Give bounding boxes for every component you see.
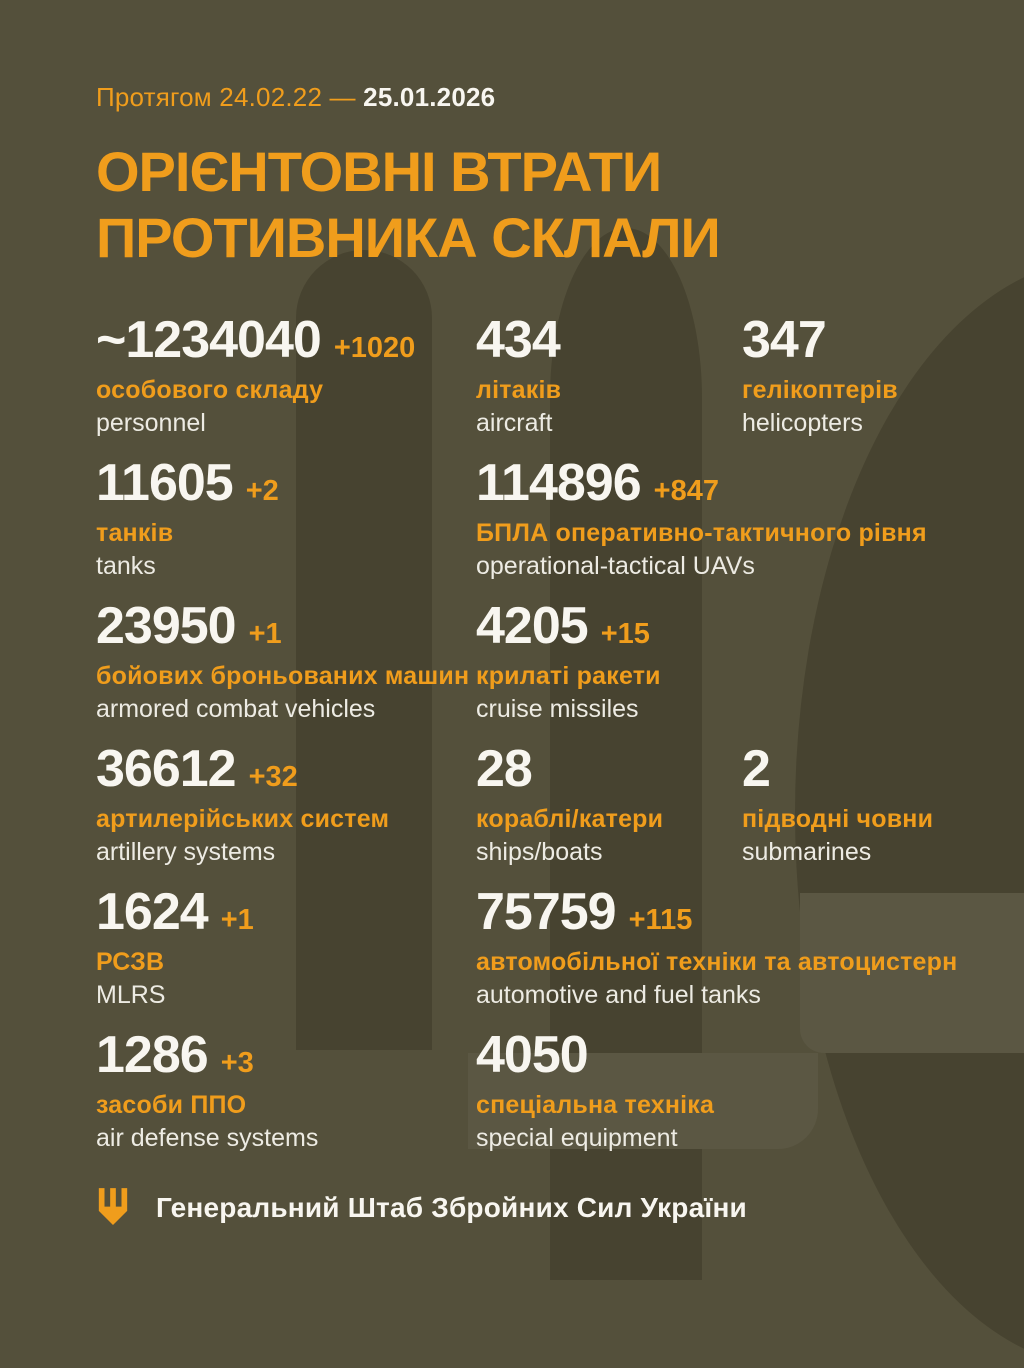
- stat-delta: +2: [245, 475, 279, 508]
- stat-label-en: MLRS: [96, 981, 166, 1009]
- stat-label-en: aircraft: [476, 409, 553, 437]
- stat-value: 23950: [96, 597, 236, 656]
- stat-label-uk: особового складу: [96, 375, 324, 404]
- stat-value: 4050: [476, 1026, 588, 1085]
- stat-aircraft: [476, 313, 742, 439]
- stat-tanks: [96, 456, 476, 582]
- stat-label-en: helicopters: [742, 409, 863, 437]
- stat-label-en: submarines: [742, 838, 872, 866]
- footer-org-name: Генеральний Штаб Збройних Сил України: [156, 1192, 747, 1223]
- stat-delta: +32: [248, 761, 298, 794]
- stat-special-equipment: [476, 1028, 984, 1154]
- stat-label-en: tanks: [96, 552, 156, 580]
- stat-helicopters: [742, 313, 984, 439]
- stat-personnel: [96, 313, 476, 439]
- stat-value: 4205: [476, 597, 588, 656]
- stat-value: 2: [742, 740, 770, 799]
- tryzub-icon: [96, 1188, 130, 1228]
- stat-value: 36612: [96, 740, 236, 799]
- stat-label-uk: крилаті ракети: [476, 661, 661, 690]
- report-period: [96, 0, 984, 113]
- stat-label-en: operational-tactical UAVs: [476, 552, 755, 580]
- stat-delta: +1: [220, 904, 254, 937]
- stat-label-uk: автомобільної техніки та автоцистерн: [476, 947, 958, 976]
- stat-label-uk: артилерійських систем: [96, 804, 390, 833]
- stat-value: 1624: [96, 883, 208, 942]
- stat-ships: [476, 742, 742, 868]
- stat-value: 114896: [476, 454, 641, 513]
- stat-armored-vehicles: [96, 599, 476, 725]
- stat-value: 1286: [96, 1026, 208, 1085]
- stat-uavs: [476, 456, 984, 582]
- stat-label-uk: БПЛА оперативно-тактичного рівня: [476, 518, 927, 547]
- stat-delta: +15: [600, 618, 650, 651]
- stat-label-en: air defense systems: [96, 1124, 319, 1152]
- stat-delta: +847: [653, 475, 719, 508]
- stat-value: 11605: [96, 454, 233, 513]
- stat-label-uk: засоби ППО: [96, 1090, 247, 1119]
- stat-label-en: special equipment: [476, 1124, 678, 1152]
- footer: [96, 1188, 747, 1228]
- page-title: [96, 139, 984, 271]
- stat-delta: +1: [248, 618, 282, 651]
- stat-label-en: cruise missiles: [476, 695, 639, 723]
- stat-mlrs: [96, 885, 476, 1011]
- stat-label-uk: кораблі/катери: [476, 804, 664, 833]
- stat-value: ~1234040: [96, 311, 321, 370]
- stat-submarines: [742, 742, 984, 868]
- stat-value: 347: [742, 311, 826, 370]
- stat-label-uk: РСЗВ: [96, 947, 165, 976]
- stat-value: 28: [476, 740, 532, 799]
- stat-delta: +1020: [333, 332, 416, 365]
- losses-grid: [96, 313, 984, 1171]
- stat-label-uk: танків: [96, 518, 174, 547]
- stat-label-en: personnel: [96, 409, 206, 437]
- stat-label-uk: спеціальна техніка: [476, 1090, 715, 1119]
- title-line-1: ОРІЄНТОВНІ ВТРАТИ: [96, 140, 662, 203]
- stat-artillery: [96, 742, 476, 868]
- period-prefix: Протягом 24.02.22 —: [96, 82, 356, 112]
- stat-label-en: ships/boats: [476, 838, 603, 866]
- stat-label-uk: бойових броньованих машин: [96, 661, 470, 690]
- title-line-2: ПРОТИВНИКА СКЛАЛИ: [96, 206, 720, 270]
- stat-value: 434: [476, 311, 560, 370]
- stat-delta: +115: [628, 904, 693, 937]
- stat-label-en: armored combat vehicles: [96, 695, 376, 723]
- stat-delta: +3: [220, 1047, 254, 1080]
- stat-label-uk: підводні човни: [742, 804, 934, 833]
- stat-cruise-missiles: [476, 599, 984, 725]
- stat-label-uk: літаків: [476, 375, 562, 404]
- period-date: 25.01.2026: [363, 82, 496, 112]
- stat-automotive: [476, 885, 984, 1011]
- stat-label-en: automotive and fuel tanks: [476, 981, 761, 1009]
- stat-label-uk: гелікоптерів: [742, 375, 898, 404]
- stat-air-defense: [96, 1028, 476, 1154]
- stat-value: 75759: [476, 883, 616, 942]
- stat-label-en: artillery systems: [96, 838, 276, 866]
